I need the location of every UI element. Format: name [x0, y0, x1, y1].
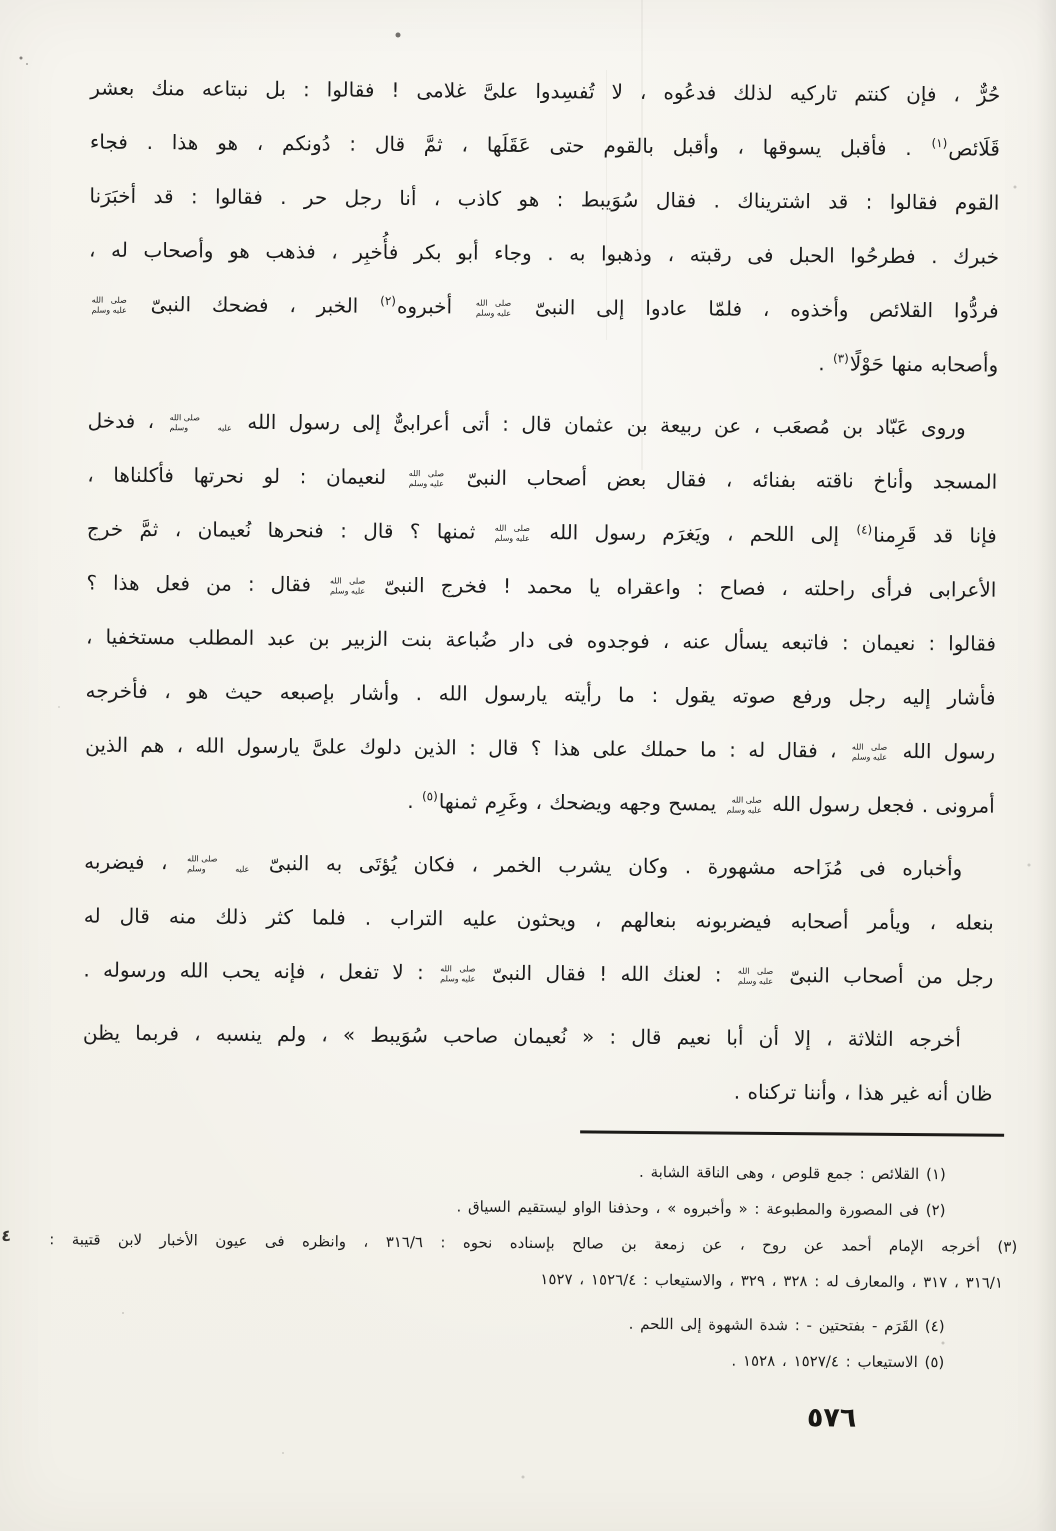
- honorific-salla-mark: صلى الله عليه وسلم: [851, 742, 888, 762]
- honorific-salla-mark: صلى الله عليه وسلم: [726, 795, 762, 815]
- honorific-salla-mark: صلى الله عليه وسلم: [169, 413, 232, 433]
- page-content: [49, 61, 1018, 1381]
- text-line: أمرونى . فجعل رسول الله صلى الله عليه وسلم يمسح وجهه ويضحك ، وغَرِم ثمنها$^{(٥)}$ .: [407, 789, 995, 818]
- text-line: حُرٌّ ، فإن كنتم تاركيه لذلك فدعُوه ، لا تُفسِدوا علىَّ غلامى ! فقالوا : بل نبتاعه منك بعشر: [90, 75, 1001, 107]
- text-line: فقالوا : نعيمان : فاتبعه يسأل عنه ، فوجدوه فى دار ضُباعة بنت الزبير بن عبد المطلب مستخفيا ،: [85, 624, 997, 656]
- text-line: وأخباره فى مُزَاحه مشهورة . وكان يشرب الخمر ، فكان يُؤتَى به النبىّ صلى الله عليه وسلم ، فيضربه: [84, 849, 963, 881]
- honorific-salla-mark: صلى الله عليه وسلم: [329, 576, 366, 596]
- text-line: فإنا قد قَرِمنا$^{(٤)}$ إلى اللحم ، ويَغرَم رسول الله صلى الله عليه وسلم ثمنها ؟ قال : فنحرها نُعيمان ، ثمَّ خرج: [86, 516, 997, 548]
- text-line: وأصحابه منها حَوْلًا$^{(٣)}$ .: [818, 351, 999, 377]
- page-number: ٥٧٦: [806, 1402, 857, 1434]
- footnote-marker: (١): [931, 136, 948, 151]
- text-line: فأشار إليه رجل ورفع صوته يقول : ما رأيته يارسول الله . وأشار بإصبعه حيث هو ، فأخرجه: [85, 678, 996, 710]
- footnote: (٢) فى المصورة والمطبوعة : « وأخبروه » ، وحذفنا الواو ليستقيم السياق .: [456, 1196, 946, 1219]
- margin-artifact-mark: ٤: [1, 1225, 12, 1245]
- paragraph: [83, 835, 994, 1004]
- honorific-salla-mark: صلى الله عليه وسلم: [737, 966, 774, 986]
- text-line: أخرجه الثلاثة ، إلا أن أبا نعيم قال : « نُعيمان صاحب سُوَيبط » ، ولم ينسبه ، فربما يظن: [82, 1020, 961, 1052]
- text-line: القوم فقالوا : قد اشتريناك . فقال سُوَيبط : هو كاذب ، أنا رجل حر . فقالوا : قد أخبَرَنا: [89, 183, 1000, 215]
- paragraph: [82, 1006, 993, 1121]
- text-line: وروى عَبّاد بن مُصعَب ، عن ربيعة بن عثمان قال : أتى أعرابىٌّ إلى رسول الله صلى الله عليه وسلم ، فدخل: [87, 408, 966, 440]
- text-line: خبرك . فطرحُوا الحبل فى رقبته ، وذهبوا به . وجاء أبو بكر فأُخبِر ، فذهب هو وأصحاب له ،: [88, 237, 1000, 269]
- text-line: قَلَائص$^{(١)}$ . فأقبل يسوقها ، وأقبل بالقوم حتى عَقَلَها ، ثمَّ قال : دُونكم ، هو هذا . فجاء: [89, 129, 1000, 161]
- footnote: (١) القلائص : جمع قلوص ، وهى الناقة الشابة .: [639, 1162, 946, 1183]
- scan-noise-specks: [0, 0, 2, 2]
- footnote-marker: (٥): [421, 789, 438, 804]
- paragraph: [85, 394, 998, 833]
- honorific-salla-mark: صلى الله عليه وسلم: [440, 964, 476, 984]
- text-line: المسجد وأناخ ناقته بفنائه ، فقال بعض أصحاب النبىّ صلى الله عليه وسلم لنعيمان : لو نحرتها فأكلناها ،: [87, 462, 998, 494]
- text-line: فردُّوا القلائص وأخذوه ، فلمّا عادوا إلى النبىّ صلى الله عليه وسلم أخبروه$^{(٢)}$ الخبر ، فضحك النبىّ صلى الله عليه وسلم: [91, 291, 999, 323]
- footnote-marker: (٤): [856, 522, 873, 538]
- honorific-salla-mark: صلى الله عليه وسلم: [187, 854, 250, 874]
- footnote: (٤) القَرَم - بفتحتين - : شدة الشهوة إلى اللحم .: [628, 1314, 945, 1335]
- text-line: رجل من أصحاب النبىّ صلى الله عليه وسلم : لعنك الله ! فقال النبىّ صلى الله عليه وسلم : لا تفعل ، فإنه يحب الله ورسوله .: [83, 957, 994, 989]
- footnote: (٥) الاستيعاب : ١٥٢٧/٤ ، ١٥٢٨ .: [731, 1351, 945, 1371]
- text-line: بنعله ، ويأمر أصحابه فيضربونه بنعالهم ، ويحثون عليه التراب . فلما كثر ذلك منه قال له: [83, 903, 994, 935]
- text-line: رسول الله صلى الله عليه وسلم ، فقال له : ما حملك على هذا ؟ قال : الذين دلوك علىَّ يارسول الله ، هم الذين: [85, 732, 996, 764]
- footnote-marker: (٣): [832, 351, 849, 366]
- honorific-salla-mark: صلى الله عليه وسلم: [494, 524, 530, 543]
- honorific-salla-mark: صلى الله عليه وسلم: [475, 298, 512, 318]
- footnote: (٣) أخرجه الإمام أحمد عن روح ، عن زمعة بن صالح بإسناده نحوه : ٣١٦/٦ ، وانظره فى عيون الأخبار لابن قتيبة :: [49, 1229, 1018, 1256]
- footnote-separator-rule: [580, 1130, 1004, 1136]
- footnotes-section: [49, 1137, 1018, 1380]
- honorific-salla-mark: صلى الله عليه وسلم: [408, 469, 445, 488]
- footnote-continuation: ٣١٦/١ ، ٣١٧ ، والمعارف له : ٣٢٨ ، ٣٢٩ ، والاستيعاب : ١٥٢٦/٤ ، ١٥٢٧: [540, 1269, 1004, 1292]
- paragraph: [88, 61, 1001, 392]
- text-line: الأعرابى فرأى راحلته ، فصاح : واعقراه يا محمد ! فخرج النبىّ صلى الله عليه وسلم فقال : من فعل هذا ؟: [86, 570, 997, 602]
- honorific-salla-mark: صلى الله عليه وسلم: [91, 295, 127, 315]
- text-line: ظان أنه غير هذا ، وأننا تركناه .: [733, 1079, 993, 1106]
- footnote-marker: (٢): [380, 294, 397, 309]
